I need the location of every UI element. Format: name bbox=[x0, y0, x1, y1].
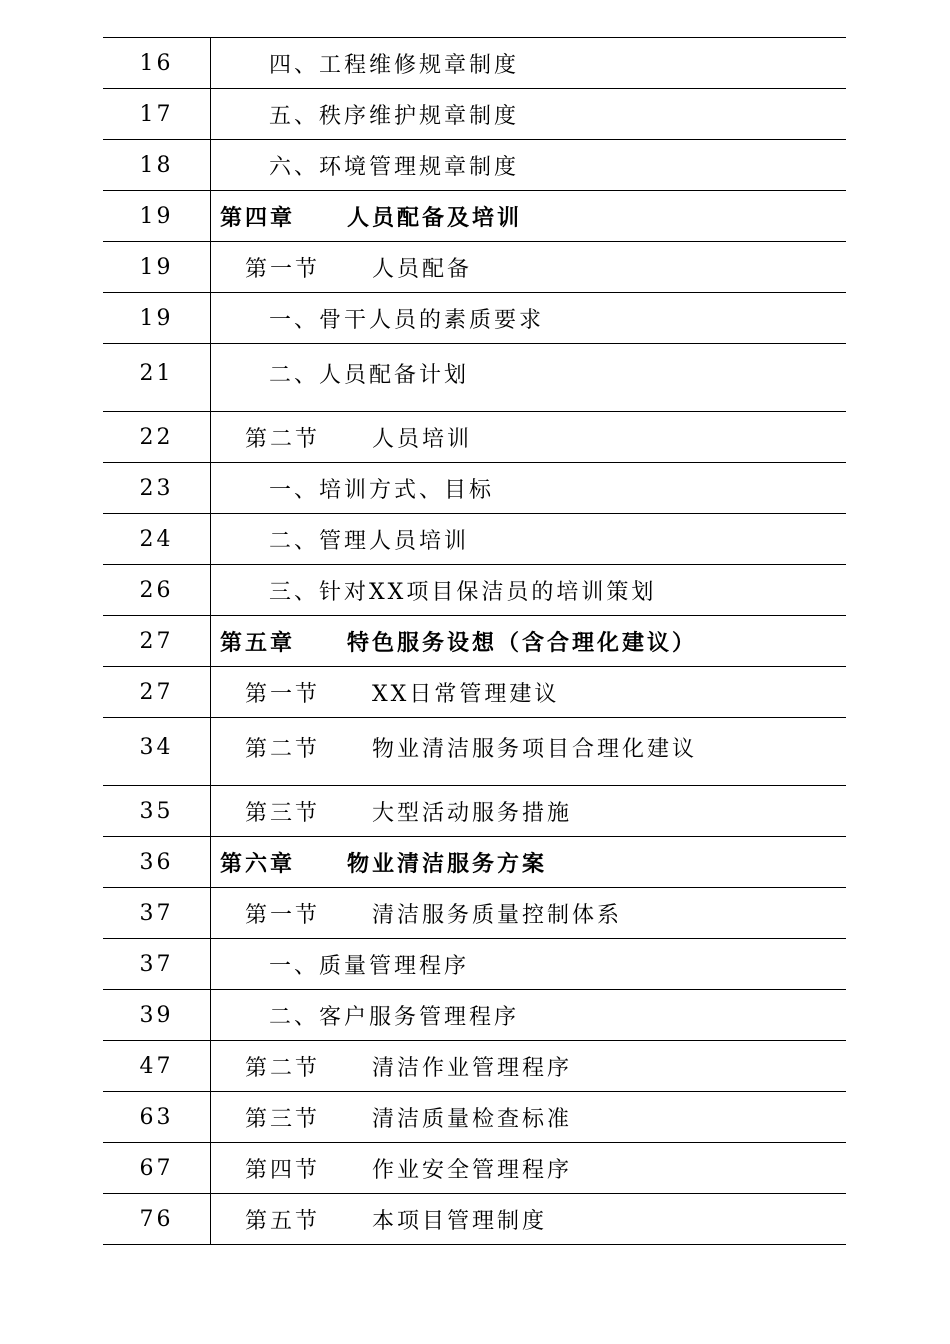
toc-page-number: 23 bbox=[103, 463, 211, 514]
toc-entry-title: 二、人员配备计划 bbox=[269, 363, 470, 388]
toc-entry-item bbox=[211, 514, 847, 565]
toc-row[interactable] bbox=[103, 939, 846, 990]
toc-entry-label: 第四节 bbox=[245, 1157, 321, 1183]
toc-entry-section bbox=[211, 1092, 847, 1143]
toc-page-number: 76 bbox=[103, 1194, 211, 1245]
toc-page-number: 47 bbox=[103, 1041, 211, 1092]
toc-entry-label: 第四章 bbox=[220, 204, 296, 231]
toc-entry-section bbox=[211, 412, 847, 463]
toc-row[interactable] bbox=[103, 786, 846, 837]
toc-entry-title: 本项目管理制度 bbox=[372, 1208, 548, 1234]
toc-page-number: 17 bbox=[103, 89, 211, 140]
toc-row[interactable] bbox=[103, 89, 846, 140]
toc-entry-title: 大型活动服务措施 bbox=[372, 800, 573, 826]
toc-entry-item bbox=[211, 140, 847, 191]
toc-page-number: 18 bbox=[103, 140, 211, 191]
toc-entry-title: 一、骨干人员的素质要求 bbox=[269, 307, 545, 333]
toc-page-number: 19 bbox=[103, 242, 211, 293]
toc-row[interactable] bbox=[103, 1092, 846, 1143]
toc-page-number: 34 bbox=[103, 718, 211, 786]
toc-entry-section bbox=[211, 718, 847, 786]
toc-entry-label: 第六章 bbox=[220, 850, 296, 877]
toc-page-number: 22 bbox=[103, 412, 211, 463]
toc-row[interactable] bbox=[103, 1041, 846, 1092]
toc-entry-label: 第一节 bbox=[245, 681, 321, 707]
toc-entry-title: 人员配备及培训 bbox=[347, 204, 523, 231]
toc-entry-section bbox=[211, 242, 847, 293]
toc-page-number: 39 bbox=[103, 990, 211, 1041]
toc-entry-chapter bbox=[211, 616, 847, 667]
toc-page-number: 19 bbox=[103, 191, 211, 242]
toc-row[interactable] bbox=[103, 293, 846, 344]
toc-entry-item bbox=[211, 990, 847, 1041]
toc-entry-label: 第五节 bbox=[245, 1208, 321, 1234]
toc-page-number: 26 bbox=[103, 565, 211, 616]
toc-entry-label: 第三节 bbox=[245, 1106, 321, 1132]
toc-row[interactable] bbox=[103, 38, 846, 89]
table-of-contents bbox=[103, 37, 846, 1245]
toc-row[interactable] bbox=[103, 837, 846, 888]
toc-entry-title: 三、针对XX项目保洁员的培训策划 bbox=[269, 579, 657, 605]
toc-page-number: 19 bbox=[103, 293, 211, 344]
toc-entry-title: 二、客户服务管理程序 bbox=[269, 1004, 520, 1030]
toc-row[interactable] bbox=[103, 888, 846, 939]
toc-page-number: 27 bbox=[103, 616, 211, 667]
toc-entry-section bbox=[211, 1143, 847, 1194]
toc-row[interactable] bbox=[103, 565, 846, 616]
toc-entry-item bbox=[211, 89, 847, 140]
toc-entry-title: 清洁作业管理程序 bbox=[372, 1055, 573, 1081]
toc-entry-title: 四、工程维修规章制度 bbox=[269, 52, 520, 78]
toc-row[interactable] bbox=[103, 463, 846, 514]
toc-row[interactable] bbox=[103, 191, 846, 242]
toc-entry-chapter bbox=[211, 191, 847, 242]
toc-row[interactable] bbox=[103, 990, 846, 1041]
toc-page-number: 63 bbox=[103, 1092, 211, 1143]
toc-entry-label: 第一节 bbox=[245, 902, 321, 928]
toc-entry-section bbox=[211, 1041, 847, 1092]
toc-entry-title: XX日常管理建议 bbox=[372, 681, 560, 707]
toc-entry-section bbox=[211, 786, 847, 837]
toc-entry-item bbox=[211, 344, 847, 412]
toc-row[interactable] bbox=[103, 718, 846, 786]
toc-entry-title: 二、管理人员培训 bbox=[269, 528, 470, 554]
toc-entry-label: 第五章 bbox=[220, 629, 296, 656]
toc-entry-section bbox=[211, 667, 847, 718]
toc-entry-title: 人员培训 bbox=[372, 426, 473, 452]
toc-entry-section bbox=[211, 888, 847, 939]
toc-entry-section bbox=[211, 1194, 847, 1245]
toc-entry-title: 作业安全管理程序 bbox=[372, 1157, 573, 1183]
toc-page-number: 21 bbox=[103, 344, 211, 412]
toc-row[interactable] bbox=[103, 514, 846, 565]
toc-entry-title: 一、培训方式、目标 bbox=[269, 477, 495, 503]
toc-entry-title: 人员配备 bbox=[372, 256, 473, 282]
toc-page-number: 37 bbox=[103, 939, 211, 990]
toc-entry-label: 第一节 bbox=[245, 256, 321, 282]
toc-entry-title: 清洁服务质量控制体系 bbox=[372, 902, 623, 928]
toc-row[interactable] bbox=[103, 667, 846, 718]
toc-entry-item bbox=[211, 939, 847, 990]
toc-entry-item bbox=[211, 38, 847, 89]
toc-entry-title: 五、秩序维护规章制度 bbox=[269, 103, 520, 129]
toc-row[interactable] bbox=[103, 412, 846, 463]
toc-row[interactable] bbox=[103, 140, 846, 191]
toc-page-number: 16 bbox=[103, 38, 211, 89]
toc-entry-label: 第三节 bbox=[245, 800, 321, 826]
toc-entry-title: 清洁质量检查标准 bbox=[372, 1106, 573, 1132]
toc-page-number: 35 bbox=[103, 786, 211, 837]
toc-entry-item bbox=[211, 463, 847, 514]
toc-row[interactable] bbox=[103, 1194, 846, 1245]
toc-row[interactable] bbox=[103, 1143, 846, 1194]
toc-entry-label: 第二节 bbox=[245, 737, 321, 762]
toc-entry-label: 第二节 bbox=[245, 426, 321, 452]
toc-row[interactable] bbox=[103, 344, 846, 412]
toc-row[interactable] bbox=[103, 242, 846, 293]
toc-page-number: 37 bbox=[103, 888, 211, 939]
toc-entry-label: 第二节 bbox=[245, 1055, 321, 1081]
toc-entry-title: 特色服务设想（含合理化建议） bbox=[347, 629, 698, 656]
toc-entry-item bbox=[211, 293, 847, 344]
toc-body bbox=[103, 38, 846, 1245]
toc-page-number: 24 bbox=[103, 514, 211, 565]
toc-entry-title: 物业清洁服务项目合理化建议 bbox=[372, 737, 698, 762]
toc-page-number: 67 bbox=[103, 1143, 211, 1194]
toc-entry-title: 一、质量管理程序 bbox=[269, 953, 470, 979]
toc-entry-title: 六、环境管理规章制度 bbox=[269, 154, 520, 180]
toc-page-number: 27 bbox=[103, 667, 211, 718]
toc-page-number: 36 bbox=[103, 837, 211, 888]
toc-row[interactable] bbox=[103, 616, 846, 667]
toc-entry-item bbox=[211, 565, 847, 616]
toc-entry-title: 物业清洁服务方案 bbox=[347, 850, 548, 877]
toc-entry-chapter bbox=[211, 837, 847, 888]
